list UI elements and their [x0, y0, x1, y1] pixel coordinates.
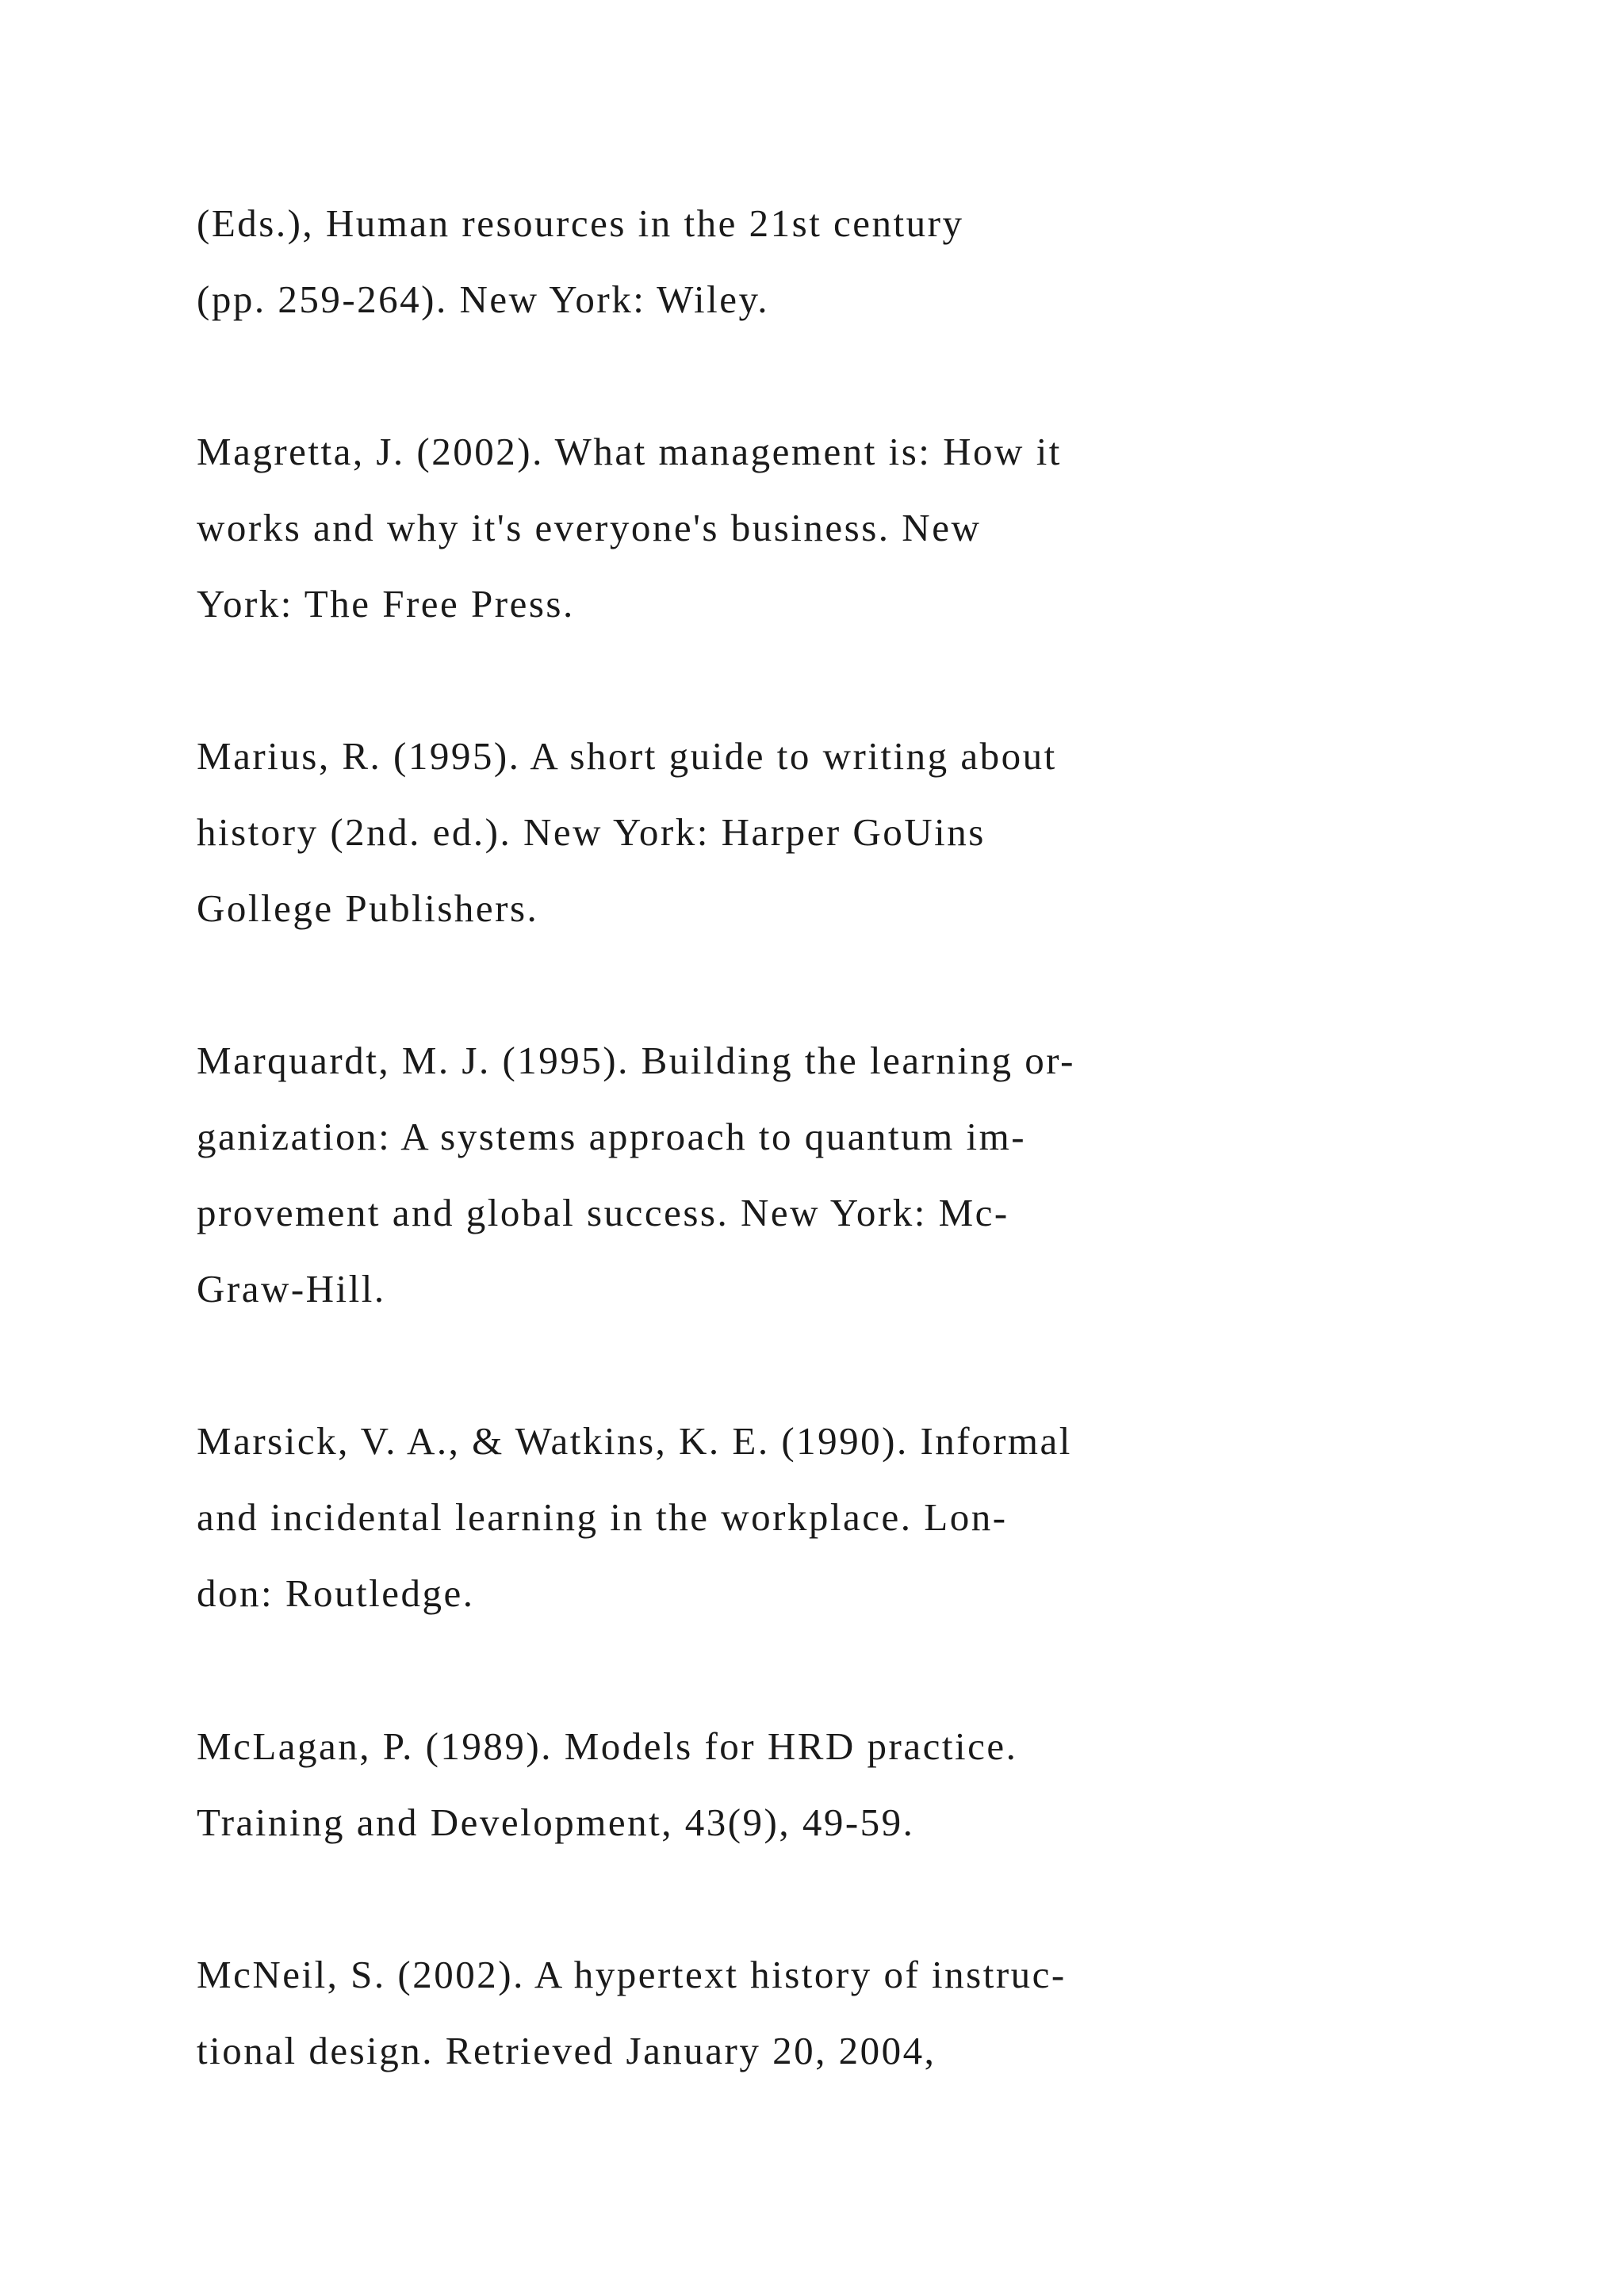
reference-entry-marquardt — [197, 1023, 1075, 1327]
reference-line: works and why it's everyone's business. New — [197, 506, 982, 549]
reference-entry-ulrich-eds — [197, 186, 964, 338]
reference-line: Marius, R. (1995). A short guide to writing about — [197, 734, 1057, 778]
reference-line: Graw-Hill. — [197, 1267, 386, 1311]
reference-line: York: The Free Press. — [197, 582, 575, 626]
reference-entry-mcneil — [197, 1937, 1067, 2089]
reference-line: Training and Development, 43(9), 49-59. — [197, 1800, 915, 1844]
reference-line: tional design. Retrieved January 20, 2004, — [197, 2029, 936, 2072]
reference-line: history (2nd. ed.). New York: Harper GoUins — [197, 810, 986, 854]
reference-line: and incidental learning in the workplace. Lon- — [197, 1495, 1008, 1539]
reference-line: ganization: A systems approach to quantum im- — [197, 1115, 1027, 1158]
reference-line: (pp. 259-264). New York: Wiley. — [197, 277, 770, 321]
reference-line: McNeil, S. (2002). A hypertext history of instruc- — [197, 1953, 1067, 1996]
reference-line: (Eds.), Human resources in the 21st century — [197, 201, 964, 245]
reference-line: McLagan, P. (1989). Models for HRD practice. — [197, 1724, 1018, 1768]
reference-entry-marius — [197, 718, 1057, 947]
reference-entry-magretta — [197, 414, 1062, 642]
reference-entry-marsick-watkins — [197, 1403, 1072, 1632]
reference-line: provement and global success. New York: Mc- — [197, 1191, 1009, 1234]
reference-line: Marquardt, M. J. (1995). Building the learning or- — [197, 1039, 1075, 1082]
reference-line: don: Routledge. — [197, 1571, 475, 1615]
reference-line: Magretta, J. (2002). What management is: How it — [197, 430, 1062, 473]
reference-line: Marsick, V. A., & Watkins, K. E. (1990). Informal — [197, 1419, 1072, 1463]
reference-entry-mclagan — [197, 1709, 1017, 1861]
reference-line: Gollege Publishers. — [197, 886, 539, 930]
